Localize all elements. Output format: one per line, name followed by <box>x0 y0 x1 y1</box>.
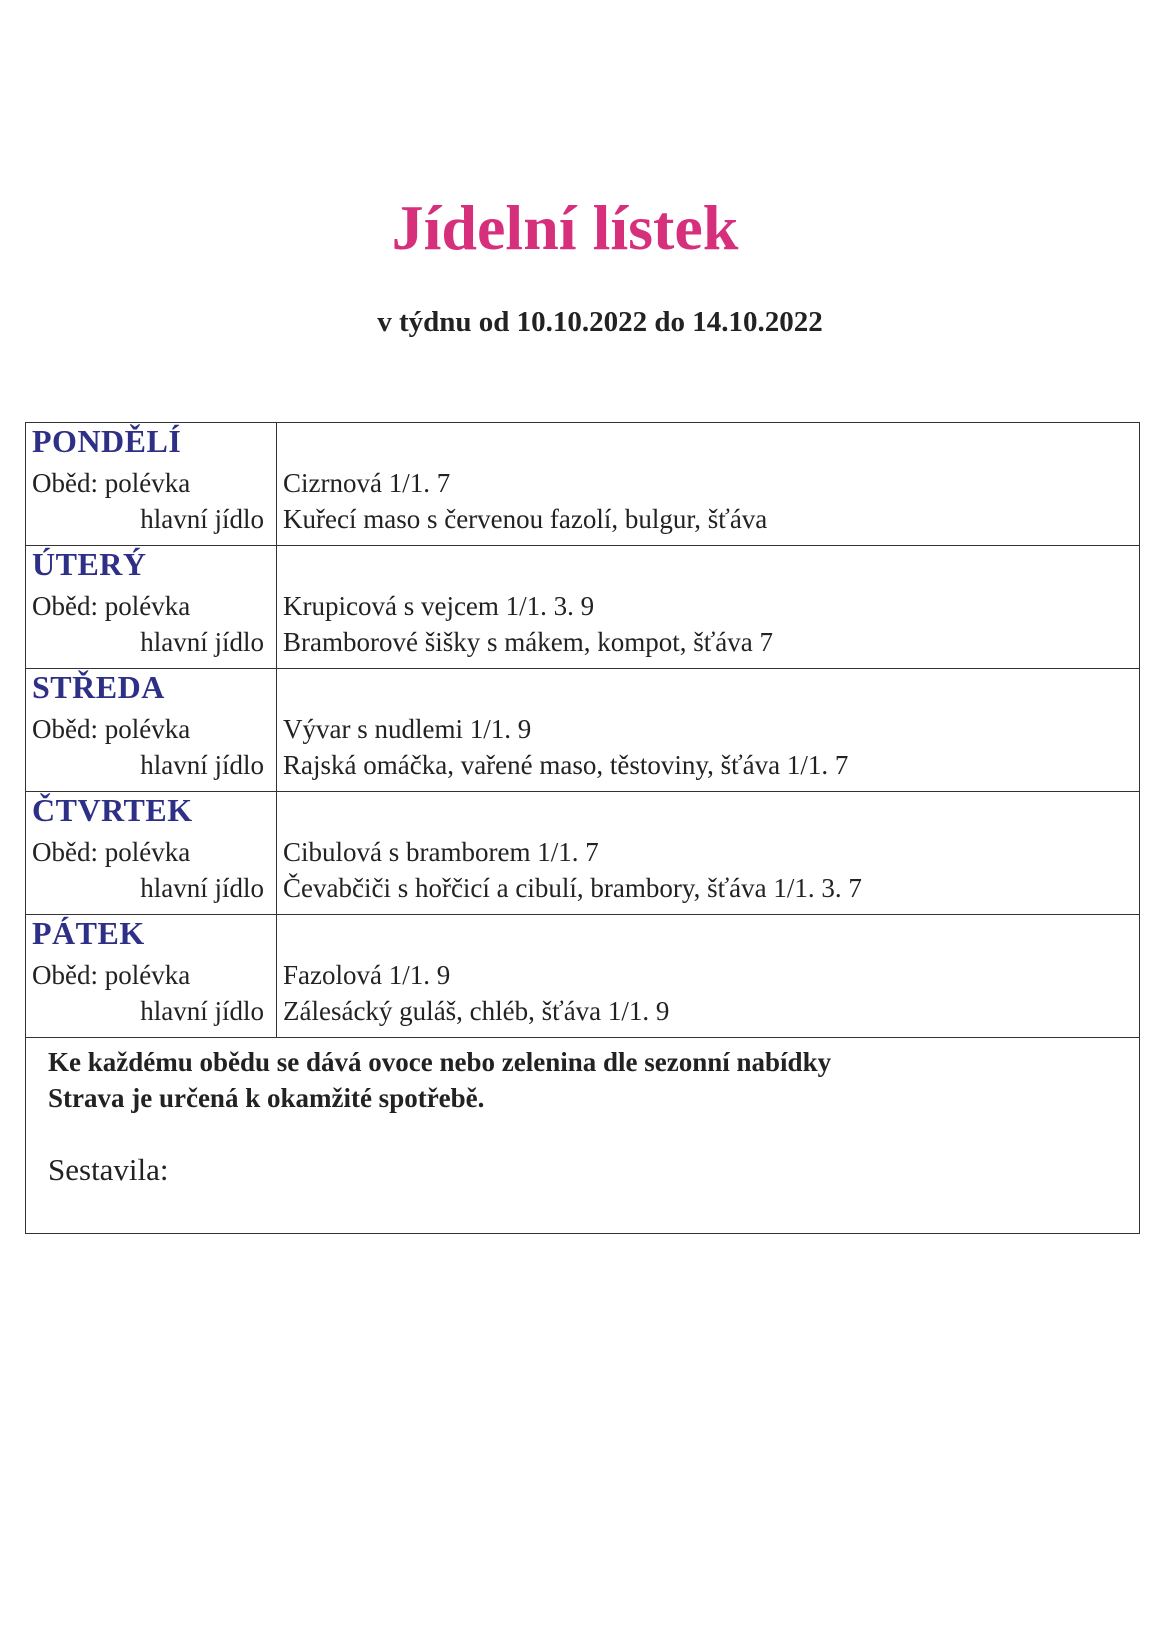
day-row-wednesday <box>26 669 1140 792</box>
soup-dish: Cizrnová 1/1. 7 <box>283 468 451 498</box>
day-name: ÚTERÝ <box>32 546 147 582</box>
day-name: PONDĚLÍ <box>32 423 182 459</box>
day-dishes-cell <box>277 546 1140 669</box>
main-dish-label: hlavní jídlo <box>140 627 264 657</box>
soup-label: Oběd: polévka <box>32 591 191 621</box>
day-dishes-cell <box>277 915 1140 1038</box>
soup-label: Oběd: polévka <box>32 960 191 990</box>
day-dishes-cell <box>277 792 1140 915</box>
day-label-cell <box>26 546 277 669</box>
footer-row <box>26 1038 1140 1234</box>
compiled-by-label: Sestavila: <box>48 1152 169 1187</box>
day-row-thursday <box>26 792 1140 915</box>
footer-cell <box>26 1038 1140 1234</box>
main-dish-label: hlavní jídlo <box>140 873 264 903</box>
soup-label: Oběd: polévka <box>32 468 191 498</box>
soup-dish: Fazolová 1/1. 9 <box>283 960 451 990</box>
main-dish: Čevabčiči s hořčicí a cibulí, brambory, šťáva 1/1. 3. 7 <box>283 873 862 903</box>
page-title: Jídelní lístek <box>391 192 739 263</box>
day-row-tuesday <box>26 546 1140 669</box>
soup-label: Oběd: polévka <box>32 837 191 867</box>
day-row-friday <box>26 915 1140 1038</box>
main-dish: Kuřecí maso s červenou fazolí, bulgur, šťáva <box>283 504 768 534</box>
consumption-note: Strava je určená k okamžité spotřebě. <box>48 1083 485 1113</box>
soup-dish: Vývar s nudlemi 1/1. 9 <box>283 714 532 744</box>
day-label-cell <box>26 915 277 1038</box>
day-name: PÁTEK <box>32 915 145 951</box>
day-label-cell <box>26 792 277 915</box>
main-dish: Zálesácký guláš, chléb, šťáva 1/1. 9 <box>283 996 670 1026</box>
fruit-note: Ke každému obědu se dává ovoce nebo zelenina dle sezonní nabídky <box>48 1047 832 1077</box>
day-dishes-cell <box>277 669 1140 792</box>
main-dish-label: hlavní jídlo <box>140 750 264 780</box>
main-dish: Rajská omáčka, vařené maso, těstoviny, šťáva 1/1. 7 <box>283 750 849 780</box>
day-name: STŘEDA <box>32 669 165 705</box>
menu-table <box>25 422 1140 1234</box>
day-row-monday <box>26 423 1140 546</box>
main-dish: Bramborové šišky s mákem, kompot, šťáva 7 <box>283 627 773 657</box>
main-dish-label: hlavní jídlo <box>140 996 264 1026</box>
day-label-cell <box>26 669 277 792</box>
week-range: v týdnu od 10.10.2022 do 14.10.2022 <box>377 306 823 338</box>
soup-label: Oběd: polévka <box>32 714 191 744</box>
main-dish-label: hlavní jídlo <box>140 504 264 534</box>
day-dishes-cell <box>277 423 1140 546</box>
soup-dish: Krupicová s vejcem 1/1. 3. 9 <box>283 591 595 621</box>
day-name: ČTVRTEK <box>32 792 193 828</box>
soup-dish: Cibulová s bramborem 1/1. 7 <box>283 837 599 867</box>
day-label-cell <box>26 423 277 546</box>
